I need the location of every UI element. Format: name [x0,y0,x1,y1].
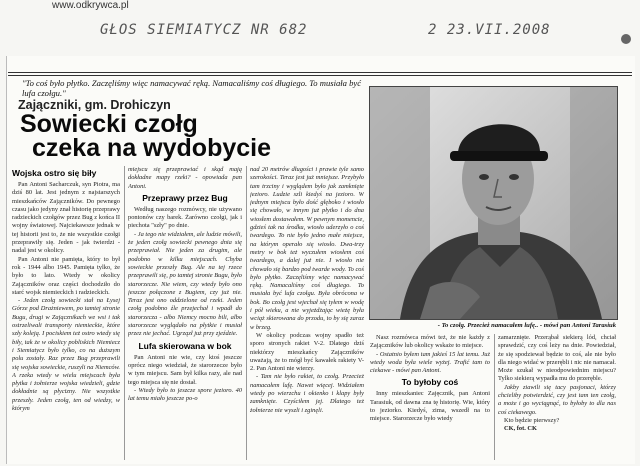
photo-antoni-tarasiuk [369,86,618,320]
paragraph: Według naszego rozmówcy, nie używano pontonów czy barek. Żarówno czołgi, jak i piechota "szły" po dnie. [128,205,242,230]
headline-line-1: Sowiecki czołg [20,110,198,138]
subhead-wojska: Wojska ostro się biły [12,168,97,178]
article-column-5 [498,334,616,462]
paragraph: Kto będzie pierwszy? [504,416,560,424]
paragraph: Pan Antoni nie wie, czy ktoś jeszcze oprócz niego wiedział, że starorzecze było w tym miejscu. Sam był kilka razy, ale nad tego miejsca się nie dostał. [128,353,242,386]
paragraph: Pan Antoni nie pamięta, który to był rok - 1944 albo 1945. Pamięta tylko, że było to lato. Wtedy w okolicy Zajączników oraz części dochodziło do starć wojsk niemieckich i radzieckich. [12,255,120,296]
handwritten-date-note: 2 23.VII.2008 [428,22,551,38]
paragraph-quote: - Ostatnio byłem tam jakieś 15 lat temu. Już wtedy woda była wiele wyżej. Trafić tam to ciekawe - mówi pan Antoni. [370,350,490,375]
paragraph: zamarznięte. Przerąbał siekierą lód, chciał sprawdzić, czy coś leży na dnie. Powiedział, że się spodziewał będzie to coś, ale nie było dla niego widać w przerębli i nic nie namacał. Może szukał w nieodpowiednim miejscu? Tylko siekierą wypadła mu do przeręble. [498,334,616,383]
paragraph-quote: - Ja tego nie widziałem, ale ludzie mówili, że jeden czołg sowiecki pewnego dnia się przeprawiał. Nie jeden za drugim, ale podobno w kilku miejscach. Chyba sowieckie przeszły Bug. Ale na tej rzece przeprawili się, po tamtej stronie Bugu, było starorzecze. Nie wiem, czy wtedy było ono jeszcze połączone z Bugiem, czy już nie. Teraz jest ono oddzielone od rzeki. Jeden czołg podobno źle przejechał i wpadł do starorzecza - albo Niemcy mocno bili, albo starorzecze wyglądało na płytkie i musiał przez nie jechać. Ugrzązł już przy zjeździe. [128,230,242,338]
watermark: www.odkrywca.pl [52,0,129,11]
subhead-lufa: Lufa skierowana w bok [138,340,232,351]
article-column-1 [12,166,120,462]
binder-hole [621,34,631,44]
paragraph-quote: - Wtedy było to jeszcze spore jezioro. 40 lat temu miało jeszcze po-o [128,386,242,403]
handwritten-source-note: GŁOS SIEMIATYCZ NR 682 [100,22,308,38]
top-rule [8,72,632,73]
paragraph-quote: miejscu się przeprawiać i skąd mają dokładne mapy rzeki? - opowiada pan Antoni. [128,166,242,190]
article-column-2 [128,166,242,462]
headline [20,112,365,160]
article-column-3 [250,166,364,462]
portrait-illustration [370,87,617,319]
paragraph: Nasz rozmówca mówi też, że nie każdy z Zajączników lub okolicy wskaże to miejsce. [370,334,490,350]
paragraph-quote: nad 20 metrów długości i prawie tyle samo szerokości. Teraz jest już mniejsze. Przybyło tam trzciny i wyglądem było jak zamknięte jezioro. Ludzie szli kiedyś na jezioro. W jednym miejscu było dość głęboko i wiosło się chowało, w innym już płytko i do dna wiosłem dostawałem. W pewnym momencie, gdzieś tak na środku, wiosło uderzyło o coś twardego. To nie było jedno małe miejsce, na którym operało się wiosło. Dwa-trzy metry w bok też wyczułem wiosłem coś twardego, a dalej już nie. I wiosło nie chowało się bardzo pod twarde wody. To coś było płytko. Zaczęliśmy więc namacywać ręką. Namacaliśmy coś długiego. To musiała być lufa czołgu. Była obrócona w bok. Bo czołg jest wjechał się tyłem w wodę i pół wieku, a nie wyjeżdżając wieżę była wciąż skierowana do przodu, to by się zaraz w brzeg. [250,166,364,331]
column-divider [246,166,247,460]
lead-quote: "To coś było płytko. Zaczęliśmy więc namacywać ręką. Namacaliśmy coś długiego. To musiała być lufa czołgu." [22,78,362,98]
author-signature: CK, fot. CK [504,425,538,433]
paragraph: Pan Antoni Sacharczuk, syn Piotra, ma dziś 80 lat. Jest jednym z najstarszych mieszkańców Zajączników. Do pewnego czasu jako jedyny znał historię przeprawy radzieckich czołgów przez Bug z końca II wojny światowej. Najciekawsze jednak w tej historii jest to, że nie wszystkie czołgi przeprawiły się. Jeden - jak twierdzi - nadal jest w okolicy. [12,181,120,255]
column-divider [494,334,495,460]
paragraph-quote: - Tam nie było rakiet, to czołg. Przecież namacałem lufę. Nawet więcej. Widziałem wtedy po wierzchu i okienko i klapy były zamknięte. Czyściłem jej. Dlatego też żołnierze nie wyszli i zginęli. [250,373,364,414]
location-rubric: Zajączniki, gm. Drohiczyn [18,98,171,112]
top-rule-double [8,75,632,76]
column-divider [124,166,125,460]
photo-caption: - To czołg. Przecież namacałem lufę.. - mówi pan Antoni Tarasiuk [437,322,616,329]
subhead-to-byloby: To byłoby coś [401,377,459,388]
paragraph: W okolicy podczas wojny spadło też sporo stronych rakiet V-2. Dlatego dziś niektórzy mieszkańcy Zajączników uważają, że to mógł być kawałek rakiety V-2. Pan Antoni nie wierzy. [250,331,364,373]
subhead-przeprawy: Przeprawy przez Bug [142,192,228,203]
paragraph-quote: Jakby ziawili się tacy pasjonaci, którzy chcieliby potwierdzić, czy jest tam ten czołg, a może i go wyciągnąć, to byłoby to dla nas coś ciekawego. [498,383,616,416]
headline-line-2: czeka na wydobycie [32,134,272,162]
article-column-4 [370,334,490,462]
paragraph-quote: - Jeden czołg sowiecki stał na Łysej Górze pod Drażniewem, po tamtej stronie Bugu, drugi w Zającznikach we wsi i tak ostrzeliwali transporty niemieckie, które szły koleją. I pociskiem też ostro wtedy się biły, tak że w okolicy pobliskich Niemiecz i Siemiatycz było tylko, co na duższym polu zostały. Raz przez Bug przeprawili się wojska sowieckie, ruszyli na Niemców. A rzeka wtedy w wielu miejscach była płytka i żołnierze wojska wiedzieli, gdzie dokładnie są płycizny. Nie wszystkie przeszły. Jeden czołg, ten od wiedzy, w którym [12,297,120,413]
paragraph: Inny mieszkaniec Zajęcznik, pan Antoni Tarasiuk, od dawna zna tę historię. Wie, który to jeziorko. Kiedyś, zima, wszedł na to miejsce. Starorzecze było wtedy [370,390,490,423]
